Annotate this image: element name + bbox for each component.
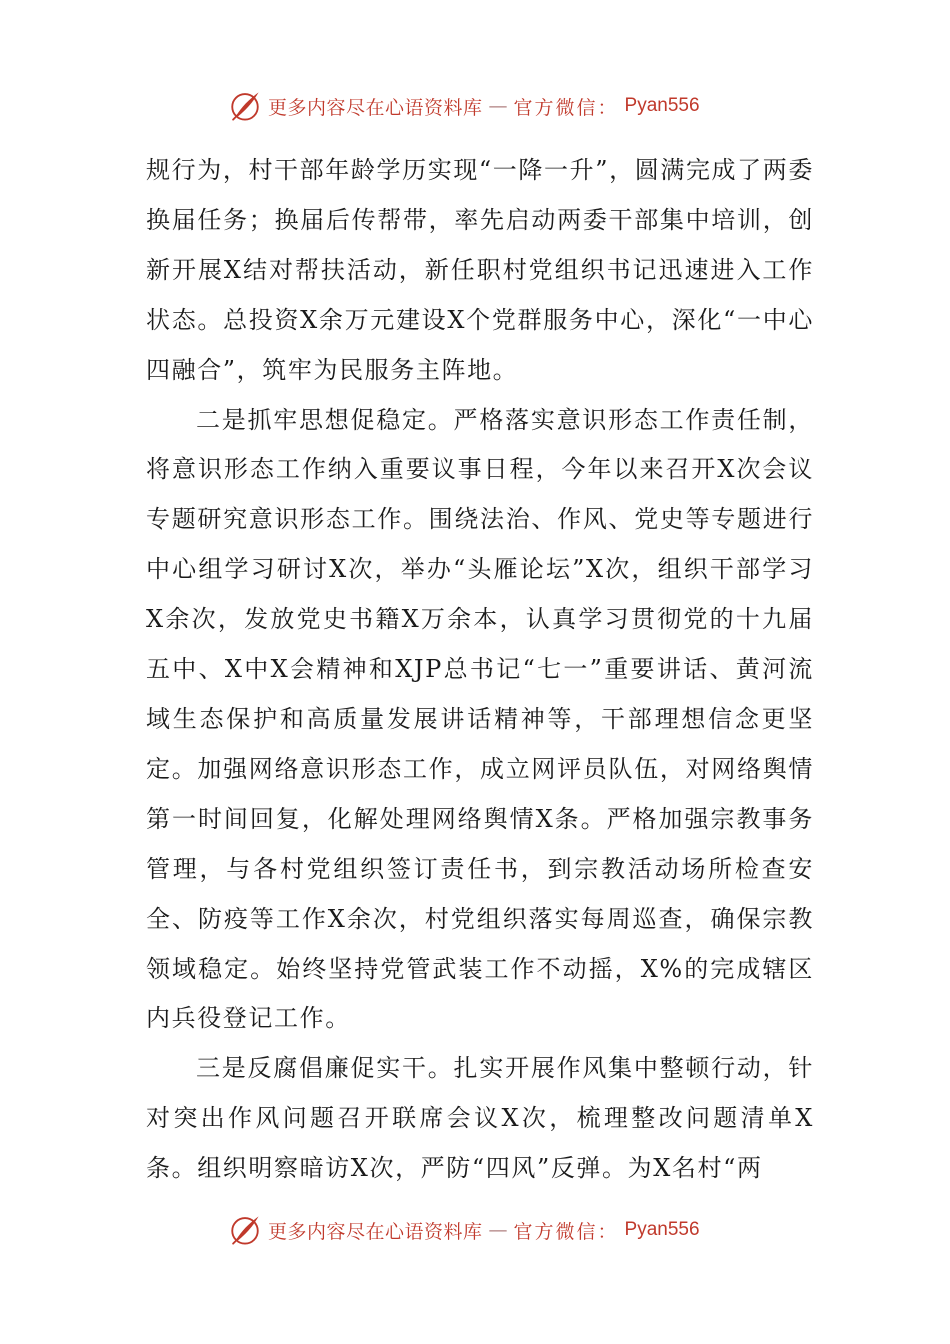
watermark-site-name: 更多内容尽在心语资料库 [268,1220,483,1243]
watermark-wechat-id: Pyan556 [624,1219,700,1240]
watermark-official-label: 官方微信： [513,96,619,119]
quill-logo-icon [228,1213,262,1247]
watermark-header [228,86,700,126]
watermark-wechat-id: Pyan556 [624,95,700,116]
watermark-dash: — [488,1219,508,1241]
quill-logo-icon [228,89,262,123]
paragraph-continued: 规行为，村干部年龄学历实现“一降一升”，圆满完成了两委换届任务；换届后传帮带，率先启动两委干部集中培训，创新开展X结对帮扶活动，新任职村党组织书记迅速进入工作状态。总投资X余万元建设X个党群服务中心，深化“一中心四融合”，筑牢为民服务主阵地。 [146,156,814,384]
document-body [146,146,814,1194]
paragraph-ideology: 二是抓牢思想促稳定。严格落实意识形态工作责任制，将意识形态工作纳入重要议事日程，今年以来召开X次会议专题研究意识形态工作。围绕法治、作风、党史等专题进行中心组学习研讨X次，举办“头雁论坛”X次，组织干部学习X余次，发放党史书籍X万余本，认真学习贯彻党的十九届五中、X中X会精神和XJP总书记“七一”重要讲话、黄河流域生态保护和高质量发展讲话精神等，干部理想信念更坚定。加强网络意识形态工作，成立网评员队伍，对网络舆情第一时间回复，化解处理网络舆情X条。严格加强宗教事务管理，与各村党组织签订责任书，到宗教活动场所检查安全、防疫等工作X余次，村党组织落实每周巡查，确保宗教领域稳定。始终坚持党管武装工作不动摇，X%的完成辖区内兵役登记工作。 [146,405,814,1033]
paragraph-anticorruption: 三是反腐倡廉促实干。扎实开展作风集中整顿行动，针对突出作风问题召开联席会议X次，梳理整改问题清单X条。组织明察暗访X次，严防“四风”反弹。为X名村“两 [146,1054,814,1183]
watermark-official-label: 官方微信： [513,1220,619,1243]
watermark-dash: — [488,95,508,117]
watermark-site-name: 更多内容尽在心语资料库 [268,96,483,119]
watermark-footer [228,1210,700,1250]
